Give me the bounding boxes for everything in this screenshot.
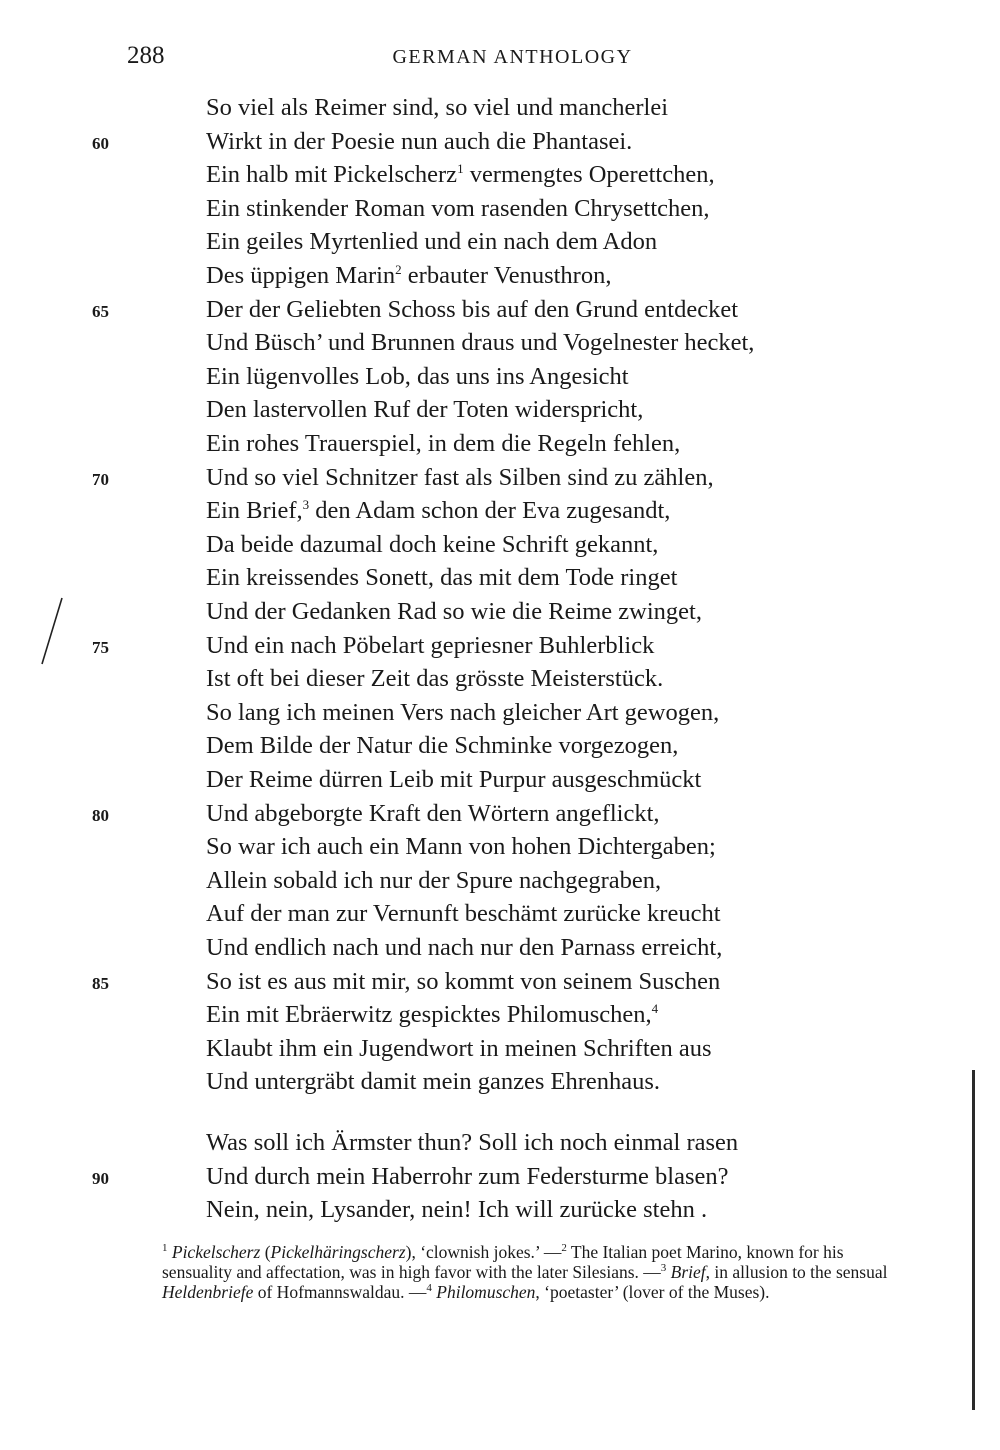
verse-line	[206, 597, 702, 627]
verse-line	[206, 765, 701, 795]
verse-line	[206, 832, 716, 862]
verse-text: Ist oft bei dieser Zeit das grösste Meisterstück.	[206, 665, 664, 693]
line-number: 80	[92, 805, 109, 825]
verse-line	[206, 429, 680, 459]
verse-line	[206, 496, 670, 526]
verse-text: Der der Geliebten Schoss bis auf den Grund entdecket	[206, 295, 739, 323]
verse-text: Klaubt ihm ein Jugendwort in meinen Schriften aus	[206, 1034, 712, 1062]
footnote-work: Heldenbriefe	[162, 1282, 254, 1302]
verse-text: Und abgeborgte Kraft den Wörtern angeflickt,	[206, 799, 660, 827]
verse-line	[206, 1034, 712, 1064]
footnote-mark: 2	[561, 1242, 567, 1255]
verse-line	[206, 395, 643, 425]
verse-text: So ist es aus mit mir, so kommt von seinem Suschen	[206, 967, 721, 995]
verse-text: Und durch mein Haberrohr zum Federsturme blasen?	[206, 1162, 729, 1190]
verse-text-continued: erbauter Venusthron,	[401, 262, 612, 289]
running-head: GERMAN ANTHOLOGY	[392, 46, 633, 68]
line-number: 70	[92, 469, 109, 489]
verse-text: Ein kreissendes Sonett, das mit dem Tode ringet	[206, 564, 678, 592]
verse-line	[206, 731, 678, 761]
verse-line	[206, 227, 657, 257]
verse-line	[206, 967, 720, 997]
verse-line	[206, 563, 677, 593]
verse-text: So war ich auch ein Mann von hohen Dichtergaben;	[206, 833, 716, 861]
footnote-block: $^1$ Pickelscherz (Pickelhäringscherz), ‘clownish jokes.’ —$^2$ The Italian poet Marino, known for his sensuality and affectation, was in high favor with the later Silesians. —$^3$ Brief, in allusion to the sensual Heldenbriefe of Hofmannswaldau. —$^4$ Philomuschen, ‘poetaster’ (lover of the Muses).	[162, 1242, 888, 1302]
footnotes	[134, 1242, 906, 1302]
verse-text: Den lastervollen Ruf der Toten widerspricht,	[206, 396, 644, 424]
footnote-text: of Hofmannswaldau.	[257, 1282, 405, 1302]
verse-text: Und ein nach Pöbelart gepriesner Buhlerblick	[206, 631, 655, 659]
footnote-reference: 1	[457, 161, 464, 177]
verse-line	[206, 899, 721, 929]
verse-line	[206, 1162, 729, 1192]
verse-text: So lang ich meinen Vers nach gleicher Art gewogen,	[206, 698, 720, 726]
verse-line	[206, 160, 715, 190]
footnote-mark: 1	[162, 1242, 168, 1255]
verse-line	[206, 631, 654, 661]
line-number: 85	[92, 973, 109, 993]
verse-text: Und Büsch’ und Brunnen draus und Vogelnester hecket,	[206, 329, 755, 357]
verse-text: Des üppigen Marin	[206, 262, 396, 289]
footnote-reference: 3	[302, 497, 310, 513]
verse-line	[206, 93, 668, 123]
verse-line	[206, 698, 719, 728]
verse-text: Und der Gedanken Rad so wie die Reime zwinget,	[206, 598, 702, 625]
verse-line	[206, 664, 663, 694]
footnote-mark: 3	[660, 1262, 667, 1275]
verse-text: Ein geiles Myrtenlied und ein nach dem Adon	[206, 228, 658, 256]
verse-line	[206, 530, 658, 560]
footnote-gloss: ‘clownish jokes.’	[420, 1242, 540, 1262]
verse-line	[206, 194, 710, 224]
verse-line	[206, 1195, 707, 1225]
verse-line	[206, 933, 722, 963]
footnote-reference: 2	[395, 261, 402, 277]
verse-line	[206, 127, 632, 157]
line-number: 65	[92, 301, 109, 321]
footnote-term: Pickelscherz	[171, 1242, 261, 1262]
verse-text: Ein stinkender Roman vom rasenden Chrysettchen,	[206, 194, 710, 222]
verse-line	[206, 799, 660, 829]
footnote-term-alt: Pickelhäringscherz	[270, 1242, 406, 1262]
verse-text: Nein, nein, Lysander, nein! Ich will zurücke stehn .	[206, 1196, 708, 1224]
verse-line	[206, 295, 738, 325]
verse-text: Ein Brief,	[206, 497, 303, 525]
verse-text: Wirkt in der Poesie nun auch die Phantasei.	[206, 127, 633, 155]
verse-text: Und untergräbt damit mein ganzes Ehrenhaus.	[206, 1068, 661, 1096]
verse-text: So viel als Reimer sind, so viel und mancherlei	[206, 94, 669, 121]
verse-line	[206, 1000, 658, 1030]
verse-line	[206, 463, 714, 493]
verse-text: Dem Bilde der Natur die Schminke vorgezogen,	[206, 732, 679, 760]
verse-text: Und endlich nach und nach nur den Parnass erreicht,	[206, 934, 723, 961]
verse-line	[206, 866, 661, 896]
verse-text: Was soll ich Ärmster thun? Soll ich noch einmal rasen	[206, 1129, 739, 1156]
verse-text: Ein halb mit Pickelscherz	[206, 161, 458, 189]
verse-text: Ein lügenvolles Lob, das uns ins Angesicht	[206, 362, 629, 390]
footnote-text: ‘poetaster’ (lover of the Muses).	[544, 1282, 770, 1302]
verse-line	[206, 328, 754, 358]
page-number: 288	[127, 42, 165, 69]
footnote-term: Brief	[670, 1262, 706, 1282]
verse-text-continued: den Adam schon der Eva zugesandt,	[309, 497, 671, 525]
footnote-text: in allusion to the sensual	[714, 1262, 888, 1282]
footnote-reference: 4	[651, 1001, 659, 1017]
verse-text: Ein mit Ebräerwitz gespicktes Philomuschen,	[206, 1001, 652, 1029]
verse-text: Auf der man zur Vernunft beschämt zurücke kreucht	[206, 900, 721, 928]
verse-text: Ein rohes Trauerspiel, in dem die Regeln fehlen,	[206, 430, 681, 457]
verse-text-continued: vermengtes Operettchen,	[463, 161, 715, 189]
footnote-term: Philomuschen	[436, 1282, 536, 1302]
verse-line	[206, 1067, 660, 1097]
verse-text: Allein sobald ich nur der Spure nachgegraben,	[206, 866, 662, 894]
verse-text: Der Reime dürren Leib mit Purpur ausgeschmückt	[206, 766, 702, 793]
margin-pencil-mark	[38, 596, 66, 666]
verse-text: Und so viel Schnitzer fast als Silben sind zu zählen,	[206, 463, 714, 491]
line-number: 75	[92, 637, 109, 657]
line-number: 60	[92, 133, 109, 153]
scan-edge-line	[972, 1070, 975, 1410]
verse-line	[206, 362, 629, 392]
verse-line	[206, 261, 611, 291]
footnote-mark: 4	[426, 1282, 432, 1295]
line-number: 90	[92, 1168, 109, 1188]
verse-text: Da beide dazumal doch keine Schrift gekannt,	[206, 530, 659, 558]
verse-line	[206, 1128, 738, 1158]
footnote-text: The Italian poet Marino, known for his sensuality and affectation, was in high favor with the later Silesians.	[162, 1242, 844, 1282]
